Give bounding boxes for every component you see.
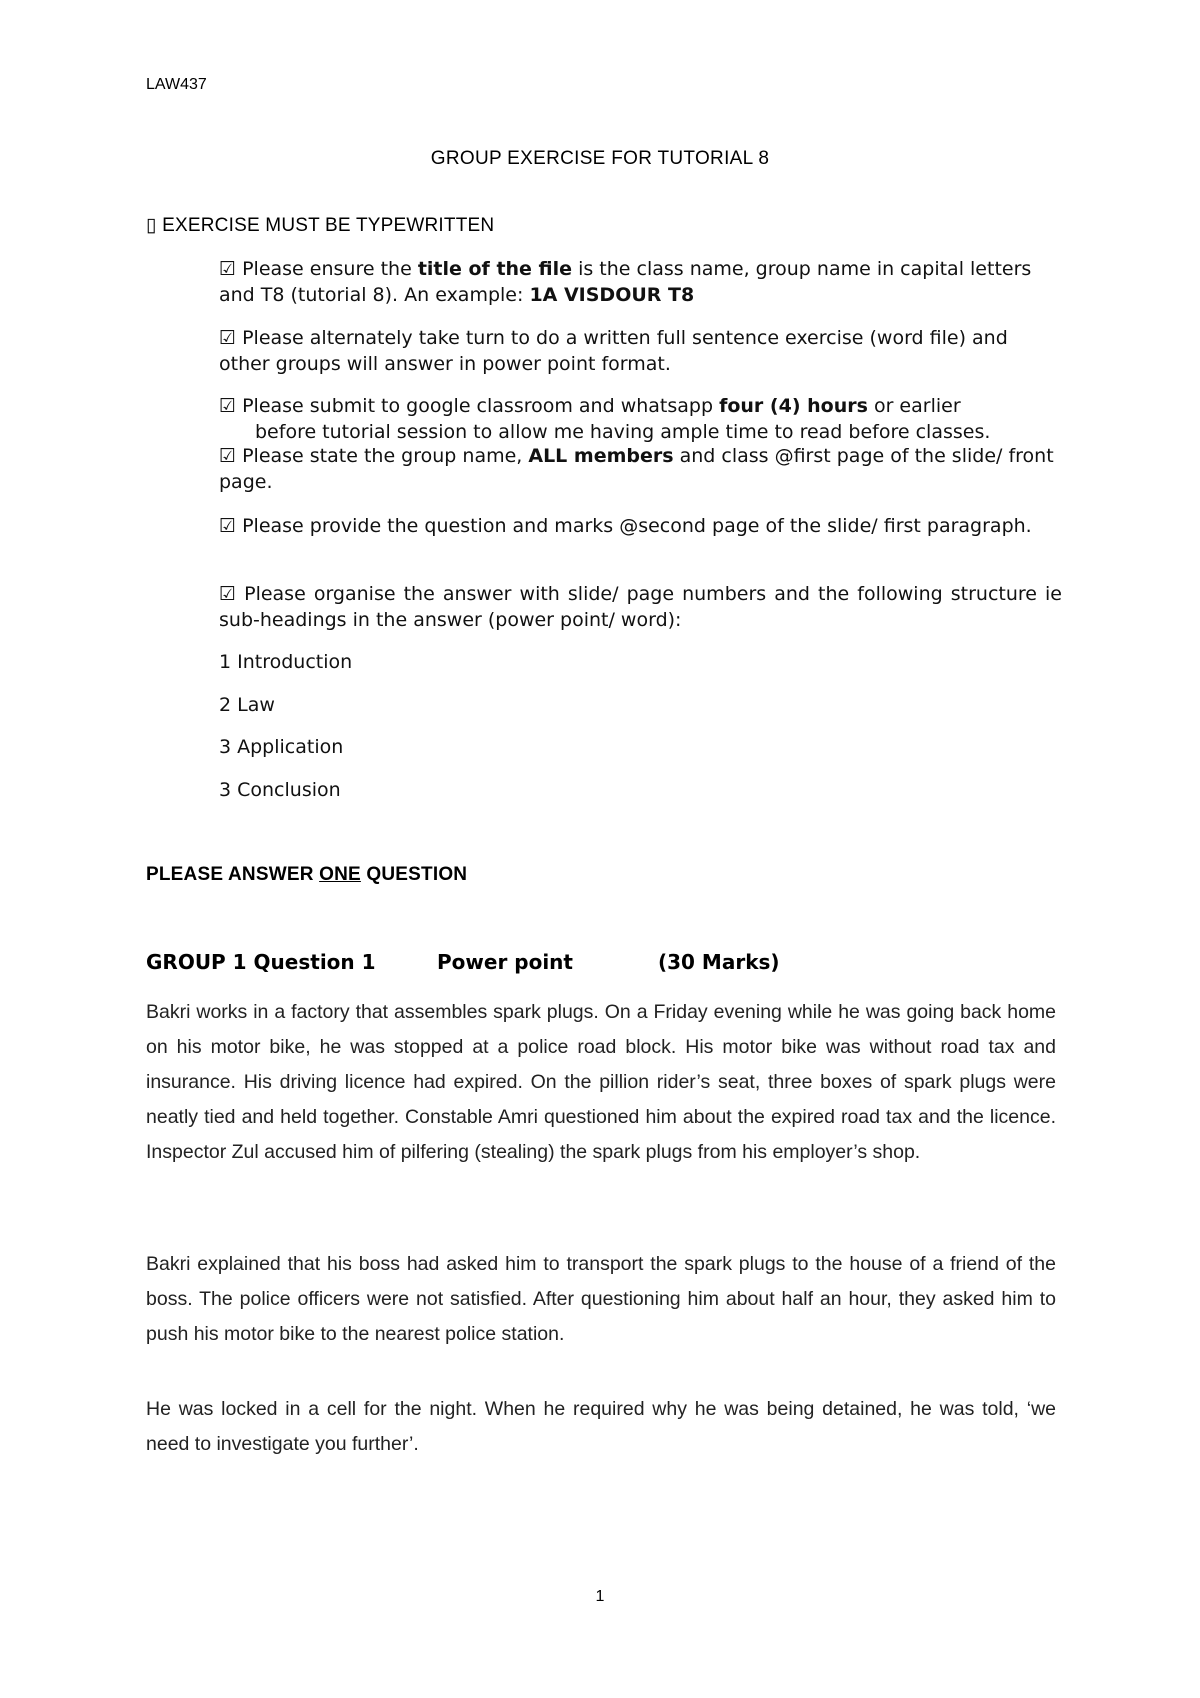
instruction-organise-answer: ☑ Please organise the answer with slide/ page numbers and the following structure ie sub-headings in the answer (power point/ word):	[219, 583, 1062, 631]
structure-item: 1 Introduction	[219, 651, 353, 673]
checkbox-icon: ☑	[219, 445, 237, 467]
scenario-paragraph: He was locked in a cell for the night. When he required why he was being detained, he was told, ‘we need to investigate you further’.	[146, 1398, 1056, 1455]
checkbox-icon: ☑	[219, 515, 237, 537]
page-number: 1	[595, 1588, 605, 1605]
course-code: LAW437	[146, 76, 207, 93]
checkbox-icon: ☑	[219, 583, 237, 605]
typewritten-notice: ▯ EXERCISE MUST BE TYPEWRITTEN	[146, 215, 495, 236]
checkbox-icon: ☑	[219, 327, 237, 349]
instruction-alternate-turns: ☑ Please alternately take turn to do a written full sentence exercise (word file) and other groups will answer in power point format.	[219, 327, 1008, 375]
document-title: GROUP EXERCISE FOR TUTORIAL 8	[430, 148, 770, 169]
checkbox-icon: ☑	[219, 258, 237, 280]
answer-instruction: PLEASE ANSWER ONE QUESTION	[146, 864, 468, 885]
instruction-question-marks: ☑ Please provide the question and marks @second page of the slide/ first paragraph.	[219, 515, 1032, 537]
structure-item: 3 Application	[219, 736, 344, 758]
scenario-paragraph: Bakri explained that his boss had asked him to transport the spark plugs to the house of a friend of the boss. The police officers were not satisfied. After questioning him about half an hour, they asked him to push his motor bike to the nearest police station.	[146, 1253, 1056, 1345]
instruction-group-members: ☑ Please state the group name, ALL members and class @first page of the slide/ front page.	[219, 445, 1054, 493]
instruction-submit: ☑ Please submit to google classroom and whatsapp four (4) hours or earlier before tutorial session to allow me having ample time to read before classes.	[219, 395, 991, 443]
checkbox-icon: ☑	[219, 395, 237, 417]
question-group-label: GROUP 1 Question 1	[146, 950, 376, 974]
question-marks: (30 Marks)	[658, 950, 780, 974]
scenario-paragraph: Bakri works in a factory that assembles spark plugs. On a Friday evening while he was going back home on his motor bike, he was stopped at a police road block. His motor bike was without road tax and insurance. His driving licence had expired. On the pillion rider’s seat, three boxes of spark plugs were neatly tied and held together. Constable Amri questioned him about the expired road tax and the licence. Inspector Zul accused him of pilfering (stealing) the spark plugs from his employer’s shop.	[146, 1001, 1056, 1163]
structure-item: 2 Law	[219, 694, 275, 716]
structure-item: 3 Conclusion	[219, 779, 341, 801]
question-format: Power point	[437, 950, 573, 974]
instruction-file-title: ☑ Please ensure the title of the file is the class name, group name in capital letters and T8 (tutorial 8). An example: 1A VISDOUR T8	[219, 258, 1032, 306]
